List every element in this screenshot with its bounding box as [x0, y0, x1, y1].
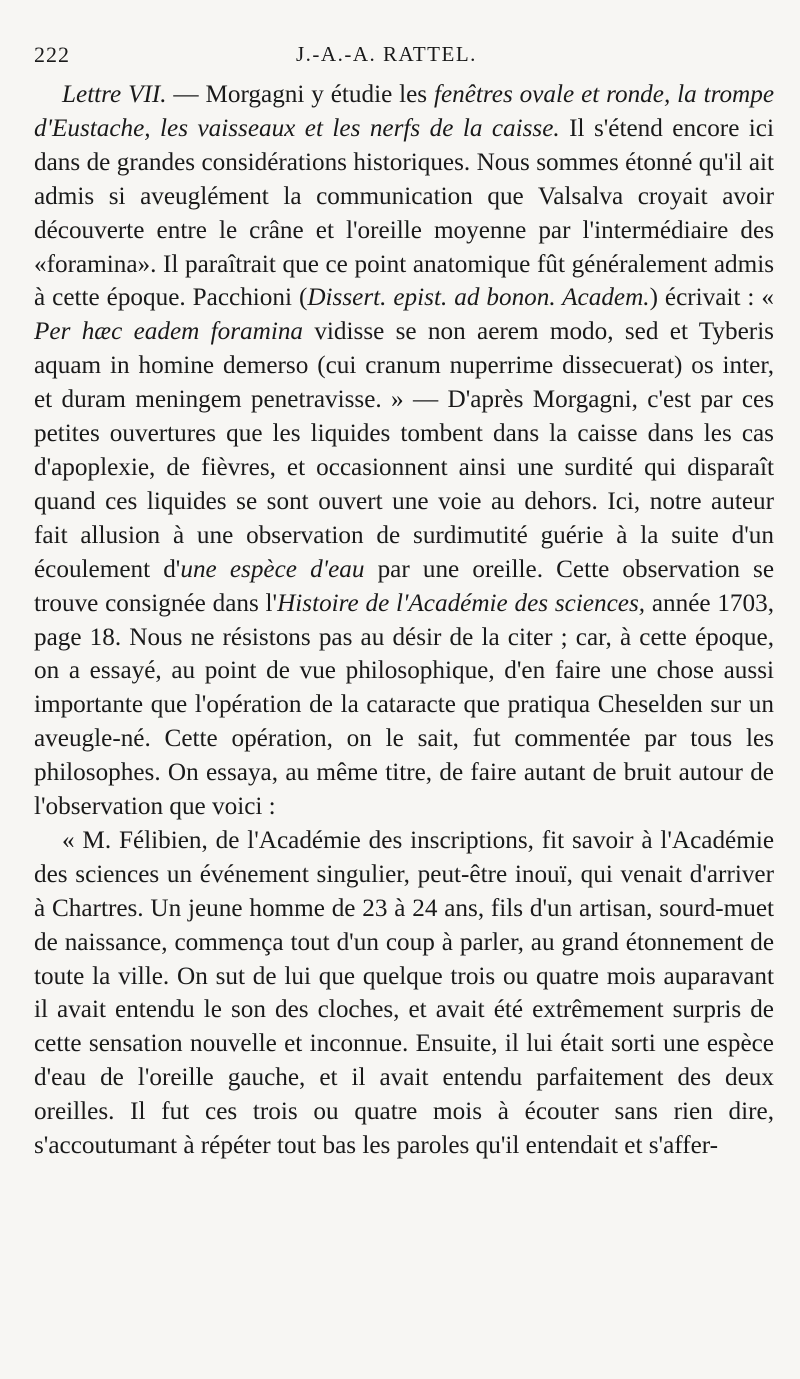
- page-number: 222: [34, 42, 70, 67]
- italic-text-segment: fenêtres ovale et ronde, la trompe d'Eustache, les vaisseaux et les nerfs de la caisse.: [34, 81, 775, 142]
- italic-text-segment: Histoire de l'Académie des sciences,: [277, 589, 646, 617]
- paragraph: [34, 824, 774, 1163]
- running-title: J.-A.-A. RATTEL.: [296, 42, 477, 66]
- text-segment: année 1703, page 18. Nous ne résistons pas au désir de la citer ; car, à cette époque, on a essayé, au point de vue philosophique, d'en faire une chose aussi importante que l'opération de la cataracte que pratiqua Cheselden sur un aveugle-né. Cette opération, on le sait, fut commentée par tous les philosophes. On essaya, au même titre, de faire autant de bruit autour de l'observation que voici :: [34, 589, 775, 821]
- italic-text-segment: une espèce d'eau: [180, 555, 365, 583]
- italic-text-segment: Lettre VII.: [62, 81, 167, 108]
- paragraph: [34, 78, 774, 824]
- text-segment: — Morgagni y étudie les: [166, 81, 434, 108]
- text-segment: Il s'étend encore ici dans de grandes considérations historiques. Nous sommes étonné qu'il ait admis si aveuglément la communication que Valsalva croyait avoir découverte entre le crâne et l'oreille moyenne par l'intermédiaire des «foramina». Il paraîtrait que ce point anatomique fût généralement admis à cette époque. Pacchioni (: [34, 114, 774, 312]
- body-text: [34, 78, 774, 1163]
- text-segment: par une oreille. Cette observation se trouve consignée dans l': [34, 555, 775, 617]
- page-header: [34, 36, 774, 70]
- text-segment: ) écrivait : «: [649, 284, 774, 312]
- text-segment: « M. Félibien, de l'Académie des inscriptions, fit savoir à l'Académie des sciences un événement singulier, peut-être inouï, qui venait d'arriver à Chartres. Un jeune homme de 23 à 24 ans, fils d'un artisan, sourd-muet de naissance, commença tout d'un coup à parler, au grand étonnement de toute la ville. On sut de lui que quelque trois ou quatre mois auparavant il avait entendu le son des cloches, et avait été extrêmement surpris de cette sensation nouvelle et inconnue. Ensuite, il lui était sorti une espèce d'eau de l'oreille gauche, et il avait entendu parfaitement des deux oreilles. Il fut ces trois ou quatre mois à écouter sans rien dire, s'accoutumant à répéter tout bas les paroles qu'il entendait et s'affer-: [34, 826, 774, 1160]
- italic-text-segment: Dissert. epist. ad bonon. Academ.: [307, 284, 650, 312]
- text-segment: vidisse se non aerem modo, sed et Tyberis aquam in homine demerso (cui cranum nuperrime dissecuerat) os inter, et duram meningem penetravisse. » — D'après Morgagni, c'est par ces petites ouvertures que les liquides tombent dans la caisse dans les cas d'apoplexie, de fièvres, et occasionnent ainsi une surdité qui disparaît quand ces liquides se sont ouvert une voie au dehors. Ici, notre auteur fait allusion à une observation de surdimutité guérie à la suite d'un écoulement d': [34, 318, 774, 583]
- italic-text-segment: Per hæc eadem foramina: [34, 318, 304, 346]
